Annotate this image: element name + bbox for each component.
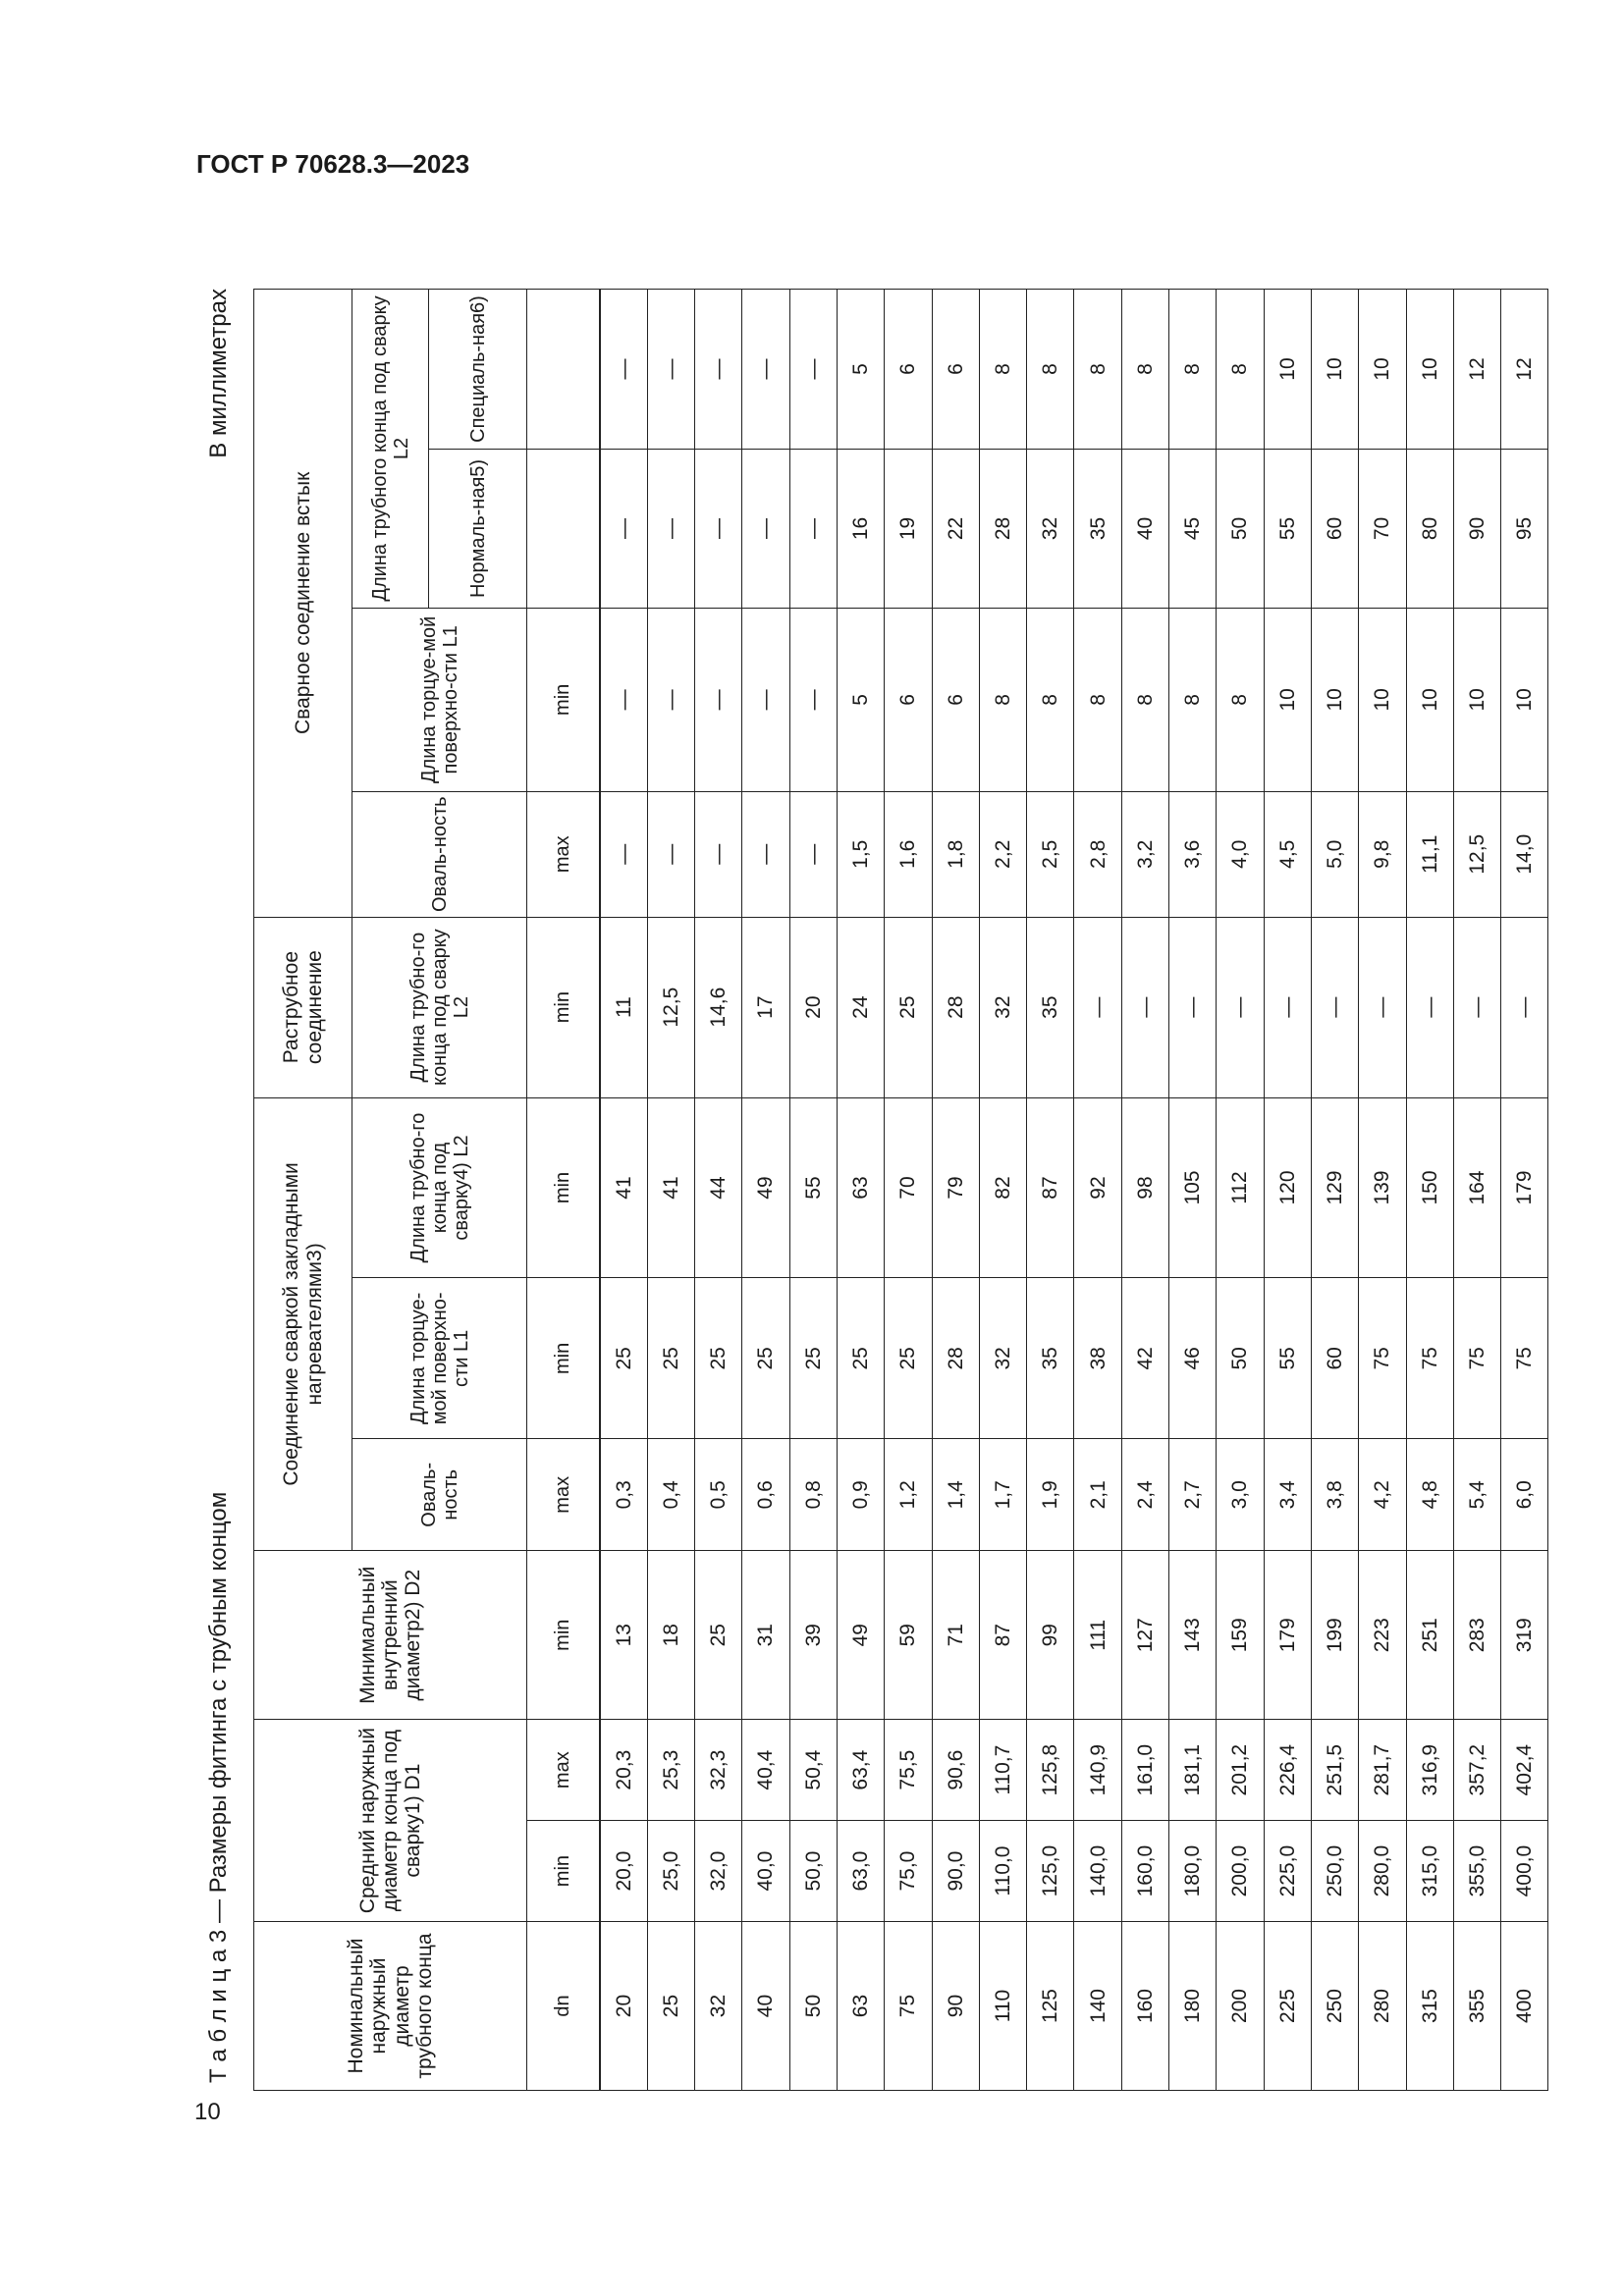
table-cell: — <box>789 290 837 450</box>
header-ovality-butt: Оваль-ность <box>352 791 527 917</box>
table-cell: 8 <box>1027 290 1074 450</box>
table-cell: 10 <box>1359 290 1406 450</box>
header-min: min <box>527 1551 600 1720</box>
table-cell: 35 <box>1027 1278 1074 1439</box>
table-cell: 63 <box>837 1922 884 2091</box>
table-cell: 35 <box>1074 450 1121 609</box>
table-cell: 315 <box>1406 1922 1453 2091</box>
table-units: В миллиметрах <box>205 289 232 458</box>
table-cell: 50,4 <box>789 1720 837 1821</box>
dimensions-table <box>253 289 1548 2091</box>
header-face-len-butt: Длина торцуе-мой поверхно-сти L1 <box>352 608 527 791</box>
table-cell: 0,5 <box>695 1439 742 1551</box>
table-cell: 129 <box>1311 1097 1358 1278</box>
table-cell: — <box>600 608 648 791</box>
table-cell: 55 <box>1264 450 1311 609</box>
table-cell: 402,4 <box>1501 1720 1548 1821</box>
table-cell: 20 <box>789 917 837 1097</box>
table-cell: 25 <box>837 1278 884 1439</box>
table-row <box>742 290 789 2091</box>
table-cell: 3,2 <box>1121 791 1168 917</box>
table-cell: 281,7 <box>1359 1720 1406 1821</box>
table-cell: 70 <box>1359 450 1406 609</box>
table-cell: 125,8 <box>1027 1720 1074 1821</box>
header-min: min <box>527 917 600 1097</box>
table-cell: 5 <box>837 608 884 791</box>
table-cell: — <box>742 450 789 609</box>
table-cell: 355 <box>1453 1922 1500 2091</box>
table-cell: 125 <box>1027 1922 1074 2091</box>
table-cell: 55 <box>789 1097 837 1278</box>
table-cell: 95 <box>1501 450 1548 609</box>
table-cell: 79 <box>932 1097 979 1278</box>
table-cell: 2,2 <box>979 791 1026 917</box>
table-cell: 3,0 <box>1217 1439 1264 1551</box>
table-cell: 19 <box>885 450 932 609</box>
table-cell: 25 <box>885 1278 932 1439</box>
table-cell: 25 <box>647 1922 694 2091</box>
table-cell: — <box>600 290 648 450</box>
table-cell: 32 <box>695 1922 742 2091</box>
table-cell: 159 <box>1217 1551 1264 1720</box>
table-cell: 223 <box>1359 1551 1406 1720</box>
table-cell: 10 <box>1311 608 1358 791</box>
table-cell: 10 <box>1406 608 1453 791</box>
table-row <box>1121 290 1168 2091</box>
table-cell: 25 <box>647 1278 694 1439</box>
table-cell: 280,0 <box>1359 1821 1406 1922</box>
table-row <box>1217 290 1264 2091</box>
table-cell: 6 <box>932 290 979 450</box>
table-cell: 1,2 <box>885 1439 932 1551</box>
table-row <box>1027 290 1074 2091</box>
table-cell: 25,0 <box>647 1821 694 1922</box>
table-cell: — <box>647 608 694 791</box>
table-row <box>1406 290 1453 2091</box>
table-cell: 8 <box>1169 290 1217 450</box>
header-min: min <box>527 1821 600 1922</box>
table-cell: 251 <box>1406 1551 1453 1720</box>
standard-designation: ГОСТ Р 70628.3—2023 <box>196 149 470 179</box>
table-cell: — <box>742 608 789 791</box>
table-cell: 4,8 <box>1406 1439 1453 1551</box>
header-min-inner: Минимальный внутренний диаметр2) D2 <box>254 1551 527 1720</box>
table-row <box>1311 290 1358 2091</box>
table-cell: 45 <box>1169 450 1217 609</box>
table-cell: 179 <box>1501 1097 1548 1278</box>
table-cell: 105 <box>1169 1097 1217 1278</box>
table-cell: — <box>1406 917 1453 1097</box>
table-cell: 8 <box>1217 608 1264 791</box>
table-cell: 315,0 <box>1406 1821 1453 1922</box>
table-cell: 32 <box>979 1278 1026 1439</box>
table-cell: 50 <box>789 1922 837 2091</box>
table-cell: 25 <box>600 1278 648 1439</box>
table-cell: 8 <box>1027 608 1074 791</box>
table-cell: 8 <box>979 608 1026 791</box>
table-cell: 50,0 <box>789 1821 837 1922</box>
table-cell: 59 <box>885 1551 932 1720</box>
table-cell: 400 <box>1501 1922 1548 2091</box>
table-cell: 225,0 <box>1264 1821 1311 1922</box>
table-cell: — <box>600 450 648 609</box>
table-cell: 1,9 <box>1027 1439 1074 1551</box>
header-socket: Раструбное соединение <box>254 917 352 1097</box>
table-cell: 10 <box>1406 290 1453 450</box>
table-cell: — <box>695 791 742 917</box>
table-cell: — <box>1217 917 1264 1097</box>
table-cell: 316,9 <box>1406 1720 1453 1821</box>
table-cell: 8 <box>979 290 1026 450</box>
table-cell: 6 <box>885 608 932 791</box>
table-cell: 180,0 <box>1169 1821 1217 1922</box>
table-cell: 38 <box>1074 1278 1121 1439</box>
table-row <box>1169 290 1217 2091</box>
table-cell: 75,5 <box>885 1720 932 1821</box>
table-cell: 98 <box>1121 1097 1168 1278</box>
table-cell: 63,4 <box>837 1720 884 1821</box>
table-cell: 40 <box>742 1922 789 2091</box>
table-cell: 49 <box>742 1097 789 1278</box>
header-min <box>527 290 600 450</box>
table-row <box>647 290 694 2091</box>
rotated-table-stage <box>192 289 1537 2091</box>
table-cell: 0,4 <box>647 1439 694 1551</box>
table-cell: — <box>1264 917 1311 1097</box>
table-cell: — <box>1501 917 1548 1097</box>
table-cell: 55 <box>1264 1278 1311 1439</box>
table-cell: 251,5 <box>1311 1720 1358 1821</box>
table-cell: 12 <box>1501 290 1548 450</box>
table-cell: 12,5 <box>1453 791 1500 917</box>
table-cell: 6 <box>932 608 979 791</box>
table-cell: 140 <box>1074 1922 1121 2091</box>
table-cell: — <box>695 608 742 791</box>
table-cell: 125,0 <box>1027 1821 1074 1922</box>
table-row <box>1501 290 1548 2091</box>
table-cell: 32,0 <box>695 1821 742 1922</box>
table-cell: 143 <box>1169 1551 1217 1720</box>
table-cell: 5,0 <box>1311 791 1358 917</box>
table-cell: 32 <box>979 917 1026 1097</box>
table-cell: 25,3 <box>647 1720 694 1821</box>
table-cell: 41 <box>600 1097 648 1278</box>
table-cell: 60 <box>1311 450 1358 609</box>
table-cell: 127 <box>1121 1551 1168 1720</box>
table-cell: 70 <box>885 1097 932 1278</box>
table-cell: 12,5 <box>647 917 694 1097</box>
table-cell: 8 <box>1121 290 1168 450</box>
table-cell: 11 <box>600 917 648 1097</box>
table-cell: 4,2 <box>1359 1439 1406 1551</box>
table-cell: 41 <box>647 1097 694 1278</box>
table-cell: 140,9 <box>1074 1720 1121 1821</box>
table-cell: 18 <box>647 1551 694 1720</box>
table-cell: 75 <box>1406 1278 1453 1439</box>
table-cell: — <box>742 791 789 917</box>
table-cell: 10 <box>1359 608 1406 791</box>
table-cell: 6,0 <box>1501 1439 1548 1551</box>
table-cell: 110,7 <box>979 1720 1026 1821</box>
table-cell: 0,8 <box>789 1439 837 1551</box>
table-cell: 90 <box>1453 450 1500 609</box>
table-cell: 161,0 <box>1121 1720 1168 1821</box>
table-cell: 3,8 <box>1311 1439 1358 1551</box>
table-cell: 8 <box>1121 608 1168 791</box>
table-cell: 1,6 <box>885 791 932 917</box>
table-cell: 4,5 <box>1264 791 1311 917</box>
header-max: max <box>527 1439 600 1551</box>
table-wrapper <box>253 289 1548 2091</box>
table-cell: 75 <box>1359 1278 1406 1439</box>
header-min <box>527 450 600 609</box>
table-cell: 0,9 <box>837 1439 884 1551</box>
table-cell: 16 <box>837 450 884 609</box>
table-cell: 357,2 <box>1453 1720 1500 1821</box>
table-cell: 60 <box>1311 1278 1358 1439</box>
table-cell: 1,5 <box>837 791 884 917</box>
table-cell: 5 <box>837 290 884 450</box>
header-special: Специаль-ная6) <box>429 290 527 450</box>
table-cell: 8 <box>1169 608 1217 791</box>
table-cell: 10 <box>1264 608 1311 791</box>
header-min: min <box>527 608 600 791</box>
table-cell: — <box>789 450 837 609</box>
table-row <box>885 290 932 2091</box>
table-caption: Т а б л и ц а 3 — Размеры фитинга с трубным концом <box>205 1491 232 2083</box>
table-cell: 200,0 <box>1217 1821 1264 1922</box>
table-cell: 44 <box>695 1097 742 1278</box>
table-cell: 111 <box>1074 1551 1121 1720</box>
table-row <box>979 290 1026 2091</box>
header-max: max <box>527 1720 600 1821</box>
table-cell: 11,1 <box>1406 791 1453 917</box>
table-cell: 49 <box>837 1551 884 1720</box>
table-cell: 32 <box>1027 450 1074 609</box>
table-cell: 90,0 <box>932 1821 979 1922</box>
table-cell: 1,7 <box>979 1439 1026 1551</box>
table-cell: 39 <box>789 1551 837 1720</box>
table-cell: 31 <box>742 1551 789 1720</box>
table-cell: 200 <box>1217 1922 1264 2091</box>
header-pipe-len-socket: Длина трубно-го конца под сварку L2 <box>352 917 527 1097</box>
table-cell: — <box>1311 917 1358 1097</box>
table-cell: 250,0 <box>1311 1821 1358 1922</box>
table-cell: 82 <box>979 1097 1026 1278</box>
table-cell: 225 <box>1264 1922 1311 2091</box>
header-electrofusion: Соединение сваркой закладными нагревателями3) <box>254 1097 352 1551</box>
table-cell: 400,0 <box>1501 1821 1548 1922</box>
table-cell: 4,0 <box>1217 791 1264 917</box>
table-cell: — <box>647 450 694 609</box>
header-face-len-ef: Длина торцуе-мой поверхно-сти L1 <box>352 1278 527 1439</box>
header-butt: Сварное соединение встык <box>254 290 352 918</box>
table-cell: — <box>695 290 742 450</box>
table-cell: 40 <box>1121 450 1168 609</box>
table-cell: 42 <box>1121 1278 1168 1439</box>
table-cell: 50 <box>1217 1278 1264 1439</box>
table-cell: 75,0 <box>885 1821 932 1922</box>
table-cell: 10 <box>1264 290 1311 450</box>
table-row <box>837 290 884 2091</box>
table-cell: — <box>647 290 694 450</box>
table-cell: 160,0 <box>1121 1821 1168 1922</box>
table-cell: 92 <box>1074 1097 1121 1278</box>
table-body <box>600 290 1548 2091</box>
table-row <box>600 290 648 2091</box>
table-cell: 120 <box>1264 1097 1311 1278</box>
table-cell: 90,6 <box>932 1720 979 1821</box>
table-cell: 20,3 <box>600 1720 648 1821</box>
header-min: min <box>527 1278 600 1439</box>
page-number: 10 <box>194 2099 221 2125</box>
table-cell: 87 <box>1027 1097 1074 1278</box>
table-cell: 226,4 <box>1264 1720 1311 1821</box>
header-min: min <box>527 1097 600 1278</box>
table-cell: 28 <box>932 1278 979 1439</box>
table-cell: 8 <box>1074 608 1121 791</box>
table-cell: — <box>1359 917 1406 1097</box>
table-cell: 40,0 <box>742 1821 789 1922</box>
header-nominal: Номинальный наружный диаметр трубного конца <box>254 1922 527 2091</box>
table-cell: 250 <box>1311 1922 1358 2091</box>
table-cell: 5,4 <box>1453 1439 1500 1551</box>
table-cell: 63,0 <box>837 1821 884 1922</box>
table-cell: — <box>695 450 742 609</box>
table-row <box>932 290 979 2091</box>
table-cell: — <box>742 290 789 450</box>
table-cell: 12 <box>1453 290 1500 450</box>
table-cell: 14,0 <box>1501 791 1548 917</box>
table-cell: 25 <box>695 1551 742 1720</box>
table-cell: 46 <box>1169 1278 1217 1439</box>
table-cell: 179 <box>1264 1551 1311 1720</box>
header-mean-outer: Средний наружный диаметр конца под сварку1) D1 <box>254 1720 527 1922</box>
table-cell: 14,6 <box>695 917 742 1097</box>
table-cell: 3,6 <box>1169 791 1217 917</box>
table-cell: 10 <box>1453 608 1500 791</box>
table-cell: 20 <box>600 1922 648 2091</box>
table-row <box>1264 290 1311 2091</box>
table-cell: 3,4 <box>1264 1439 1311 1551</box>
table-cell: 35 <box>1027 917 1074 1097</box>
table-row <box>695 290 742 2091</box>
table-cell: 50 <box>1217 450 1264 609</box>
table-cell: 319 <box>1501 1551 1548 1720</box>
table-cell: 199 <box>1311 1551 1358 1720</box>
table-cell: 20,0 <box>600 1821 648 1922</box>
table-cell: 110 <box>979 1922 1026 2091</box>
table-cell: 75 <box>885 1922 932 2091</box>
table-row <box>1453 290 1500 2091</box>
header-normal: Нормаль-ная5) <box>429 450 527 609</box>
table-cell: 25 <box>789 1278 837 1439</box>
header-max: max <box>527 791 600 917</box>
table-cell: 181,1 <box>1169 1720 1217 1821</box>
table-cell: 140,0 <box>1074 1821 1121 1922</box>
table-cell: 71 <box>932 1551 979 1720</box>
table-cell: 1,4 <box>932 1439 979 1551</box>
table-cell: 2,5 <box>1027 791 1074 917</box>
table-cell: 40,4 <box>742 1720 789 1821</box>
table-cell: 28 <box>979 450 1026 609</box>
table-cell: — <box>647 791 694 917</box>
table-cell: 180 <box>1169 1922 1217 2091</box>
table-cell: 283 <box>1453 1551 1500 1720</box>
table-cell: — <box>789 608 837 791</box>
table-cell: — <box>1074 917 1121 1097</box>
header-pipe-len-butt: Длина трубного конца под сварку L2 <box>352 290 429 609</box>
table-cell: 280 <box>1359 1922 1406 2091</box>
table-cell: 10 <box>1501 608 1548 791</box>
table-cell: 355,0 <box>1453 1821 1500 1922</box>
table-cell: 25 <box>695 1278 742 1439</box>
table-cell: 139 <box>1359 1097 1406 1278</box>
table-cell: 13 <box>600 1551 648 1720</box>
table-cell: — <box>1121 917 1168 1097</box>
table-cell: 22 <box>932 450 979 609</box>
table-cell: 99 <box>1027 1551 1074 1720</box>
table-cell: 2,4 <box>1121 1439 1168 1551</box>
table-cell: 150 <box>1406 1097 1453 1278</box>
table-cell: 112 <box>1217 1097 1264 1278</box>
table-cell: — <box>600 791 648 917</box>
table-cell: 90 <box>932 1922 979 2091</box>
table-cell: 87 <box>979 1551 1026 1720</box>
table-cell: 2,8 <box>1074 791 1121 917</box>
table-cell: 17 <box>742 917 789 1097</box>
table-cell: 24 <box>837 917 884 1097</box>
table-cell: 8 <box>1074 290 1121 450</box>
table-cell: 10 <box>1311 290 1358 450</box>
table-row <box>1074 290 1121 2091</box>
table-cell: 25 <box>742 1278 789 1439</box>
table-cell: 8 <box>1217 290 1264 450</box>
header-dn: dn <box>527 1922 600 2091</box>
table-cell: 2,7 <box>1169 1439 1217 1551</box>
table-cell: — <box>789 791 837 917</box>
table-cell: 80 <box>1406 450 1453 609</box>
table-cell: 75 <box>1501 1278 1548 1439</box>
table-cell: 75 <box>1453 1278 1500 1439</box>
table-row <box>1359 290 1406 2091</box>
table-cell: 0,3 <box>600 1439 648 1551</box>
table-cell: 9,8 <box>1359 791 1406 917</box>
table-cell: 25 <box>885 917 932 1097</box>
header-pipe-len-ef: Длина трубно-го конца под сварку4) L2 <box>352 1097 527 1278</box>
table-cell: 1,8 <box>932 791 979 917</box>
table-cell: 110,0 <box>979 1821 1026 1922</box>
table-cell: 63 <box>837 1097 884 1278</box>
table-cell: 32,3 <box>695 1720 742 1821</box>
table-cell: — <box>1169 917 1217 1097</box>
table-cell: — <box>1453 917 1500 1097</box>
table-row <box>789 290 837 2091</box>
header-ovality-ef: Оваль-ность <box>352 1439 527 1551</box>
table-cell: 160 <box>1121 1922 1168 2091</box>
table-cell: 2,1 <box>1074 1439 1121 1551</box>
table-cell: 0,6 <box>742 1439 789 1551</box>
table-cell: 201,2 <box>1217 1720 1264 1821</box>
table-cell: 6 <box>885 290 932 450</box>
table-cell: 28 <box>932 917 979 1097</box>
table-cell: 164 <box>1453 1097 1500 1278</box>
